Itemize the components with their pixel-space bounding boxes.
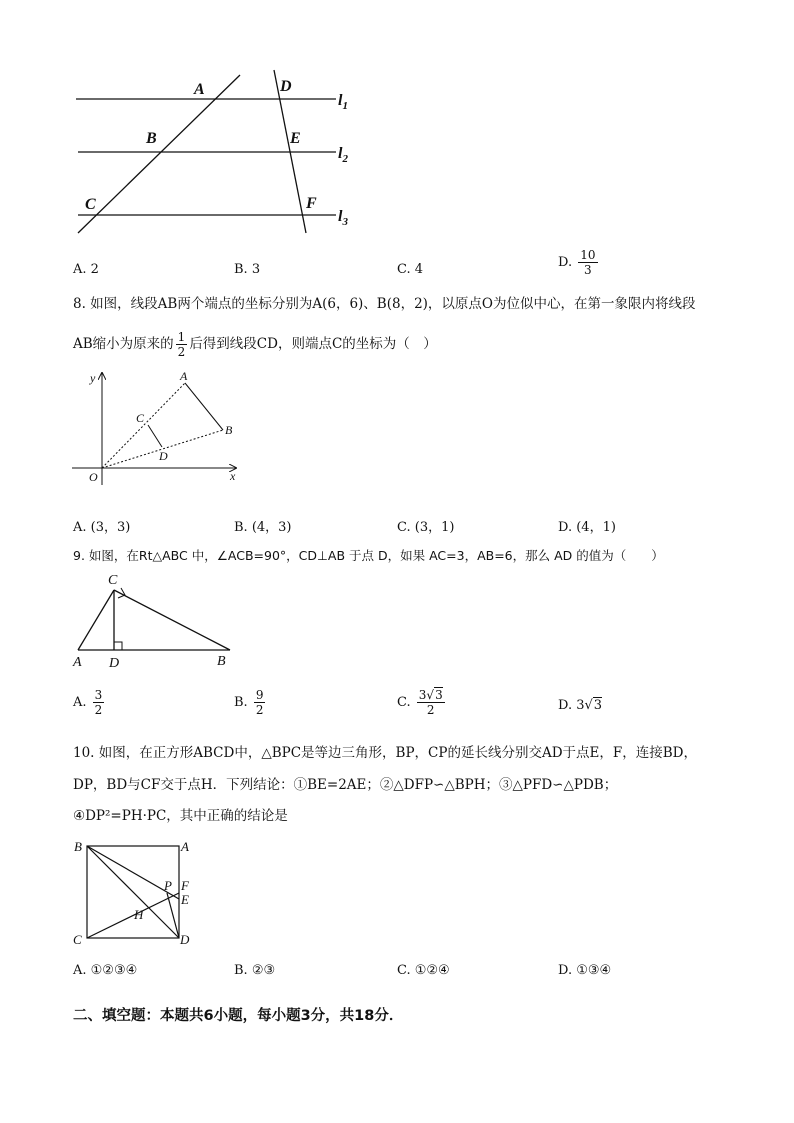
q10-option-c[interactable]: C. ①②④: [397, 963, 450, 978]
q10-line2: DP，BD与CF交于点H．下列结论：①BE=2AE；②△DFP∽△BPH；③△PFD∽△PDB；: [73, 777, 618, 793]
q9-option-b[interactable]: B. $\frac{9}{2}$: [234, 688, 264, 717]
fraction-half: $\frac{1}{2}$: [177, 330, 186, 359]
q10-option-b[interactable]: B. ②③: [234, 963, 276, 978]
right-angle-mark-D: [114, 642, 122, 650]
q7-option-c[interactable]: C. 4: [397, 262, 424, 277]
label-F: F: [306, 195, 317, 212]
segment-CD: [148, 425, 162, 447]
label-C: C: [108, 573, 118, 588]
label-C: C: [136, 411, 145, 425]
fraction: $\frac{9}{2}$: [255, 688, 264, 717]
q8-option-a[interactable]: A. (3，3): [73, 520, 131, 535]
label-E: E: [181, 892, 189, 907]
label-D: D: [159, 449, 168, 463]
q8-option-c[interactable]: C. (3，1): [397, 520, 455, 535]
q10-option-d[interactable]: D. ①③④: [558, 963, 612, 978]
q9-option-d[interactable]: D. 3√3: [558, 698, 603, 713]
q7-parallel-lines-figure: [70, 65, 370, 240]
label-A: A: [73, 655, 82, 670]
label-C: C: [85, 196, 96, 213]
q7-option-d[interactable]: [558, 248, 600, 277]
label-C: C: [73, 932, 82, 947]
label-x: x: [230, 469, 236, 483]
side-AC: [78, 590, 114, 650]
label-A: A: [181, 839, 189, 854]
label-l3: $l_3$: [338, 208, 348, 228]
label-E: E: [290, 130, 301, 147]
label-A: A: [180, 369, 188, 383]
label-O: O: [89, 470, 98, 484]
label-l2: $l_2$: [338, 145, 348, 165]
q9-text: 9. 如图，在Rt△ABC 中，∠ACB=90°，CD⊥AB 于点 D，如果 AC=3，AB=6，那么 AD 的值为（ ）: [73, 548, 664, 563]
section-title: 二、填空题：本题共6小题，每小题3分，共18分．: [73, 1008, 404, 1024]
q8-option-b[interactable]: B. (4，3): [234, 520, 292, 535]
segment-CF: [87, 893, 179, 938]
side-CB: [114, 590, 230, 650]
q9-right-triangle-figure: [70, 568, 240, 670]
q7-option-b[interactable]: B. 3: [234, 262, 261, 277]
q10-line1: 10. 如图，在正方形ABCD中，△BPC是等边三角形，BP，CP的延长线分别交AD于点E，F，连接BD，: [73, 745, 698, 761]
q10-square-figure: [70, 838, 205, 950]
label-A: A: [194, 81, 205, 98]
q8-line1: 8. 如图，线段AB两个端点的坐标分别为A(6，6)、B(8，2)，以原点O为位似中心，在第一象限内将线段: [73, 296, 696, 312]
fraction: $\frac{3√3}{2}$: [418, 688, 443, 717]
q10-line3: ④DP²=PH·PC，其中正确的结论是: [73, 808, 288, 824]
fraction: $\frac{10}{3}$: [580, 248, 596, 277]
ray-OA: [102, 383, 185, 468]
label-l1: $l_1$: [338, 92, 348, 112]
q9-option-c[interactable]: C. $\frac{3√3}{2}$: [397, 688, 443, 717]
label-D: D: [280, 78, 292, 95]
label-D: D: [180, 932, 190, 947]
label-F: F: [181, 878, 189, 893]
label-H: H: [134, 907, 144, 922]
label-y: y: [90, 371, 96, 385]
q7-option-a[interactable]: A. 2: [73, 262, 99, 277]
fraction: $\frac{3}{2}$: [94, 688, 103, 717]
option-prefix: D.: [558, 255, 573, 270]
label-B: B: [74, 839, 82, 854]
q9-option-a[interactable]: A. $\frac{3}{2}$: [73, 688, 103, 717]
q8-line2: AB缩小为原来的 $\frac{1}{2}$ 后得到线段CD，则端点C的坐标为（ ）: [73, 330, 437, 359]
q8-option-d[interactable]: D. (4，1): [558, 520, 616, 535]
label-D: D: [109, 656, 120, 670]
segment-AB: [185, 383, 223, 430]
q8-coordinate-figure: [70, 365, 250, 490]
label-B: B: [146, 130, 157, 147]
label-B: B: [225, 423, 233, 437]
label-B: B: [217, 654, 226, 669]
label-P: P: [164, 878, 172, 893]
q10-option-a[interactable]: A. ①②③④: [73, 963, 138, 978]
